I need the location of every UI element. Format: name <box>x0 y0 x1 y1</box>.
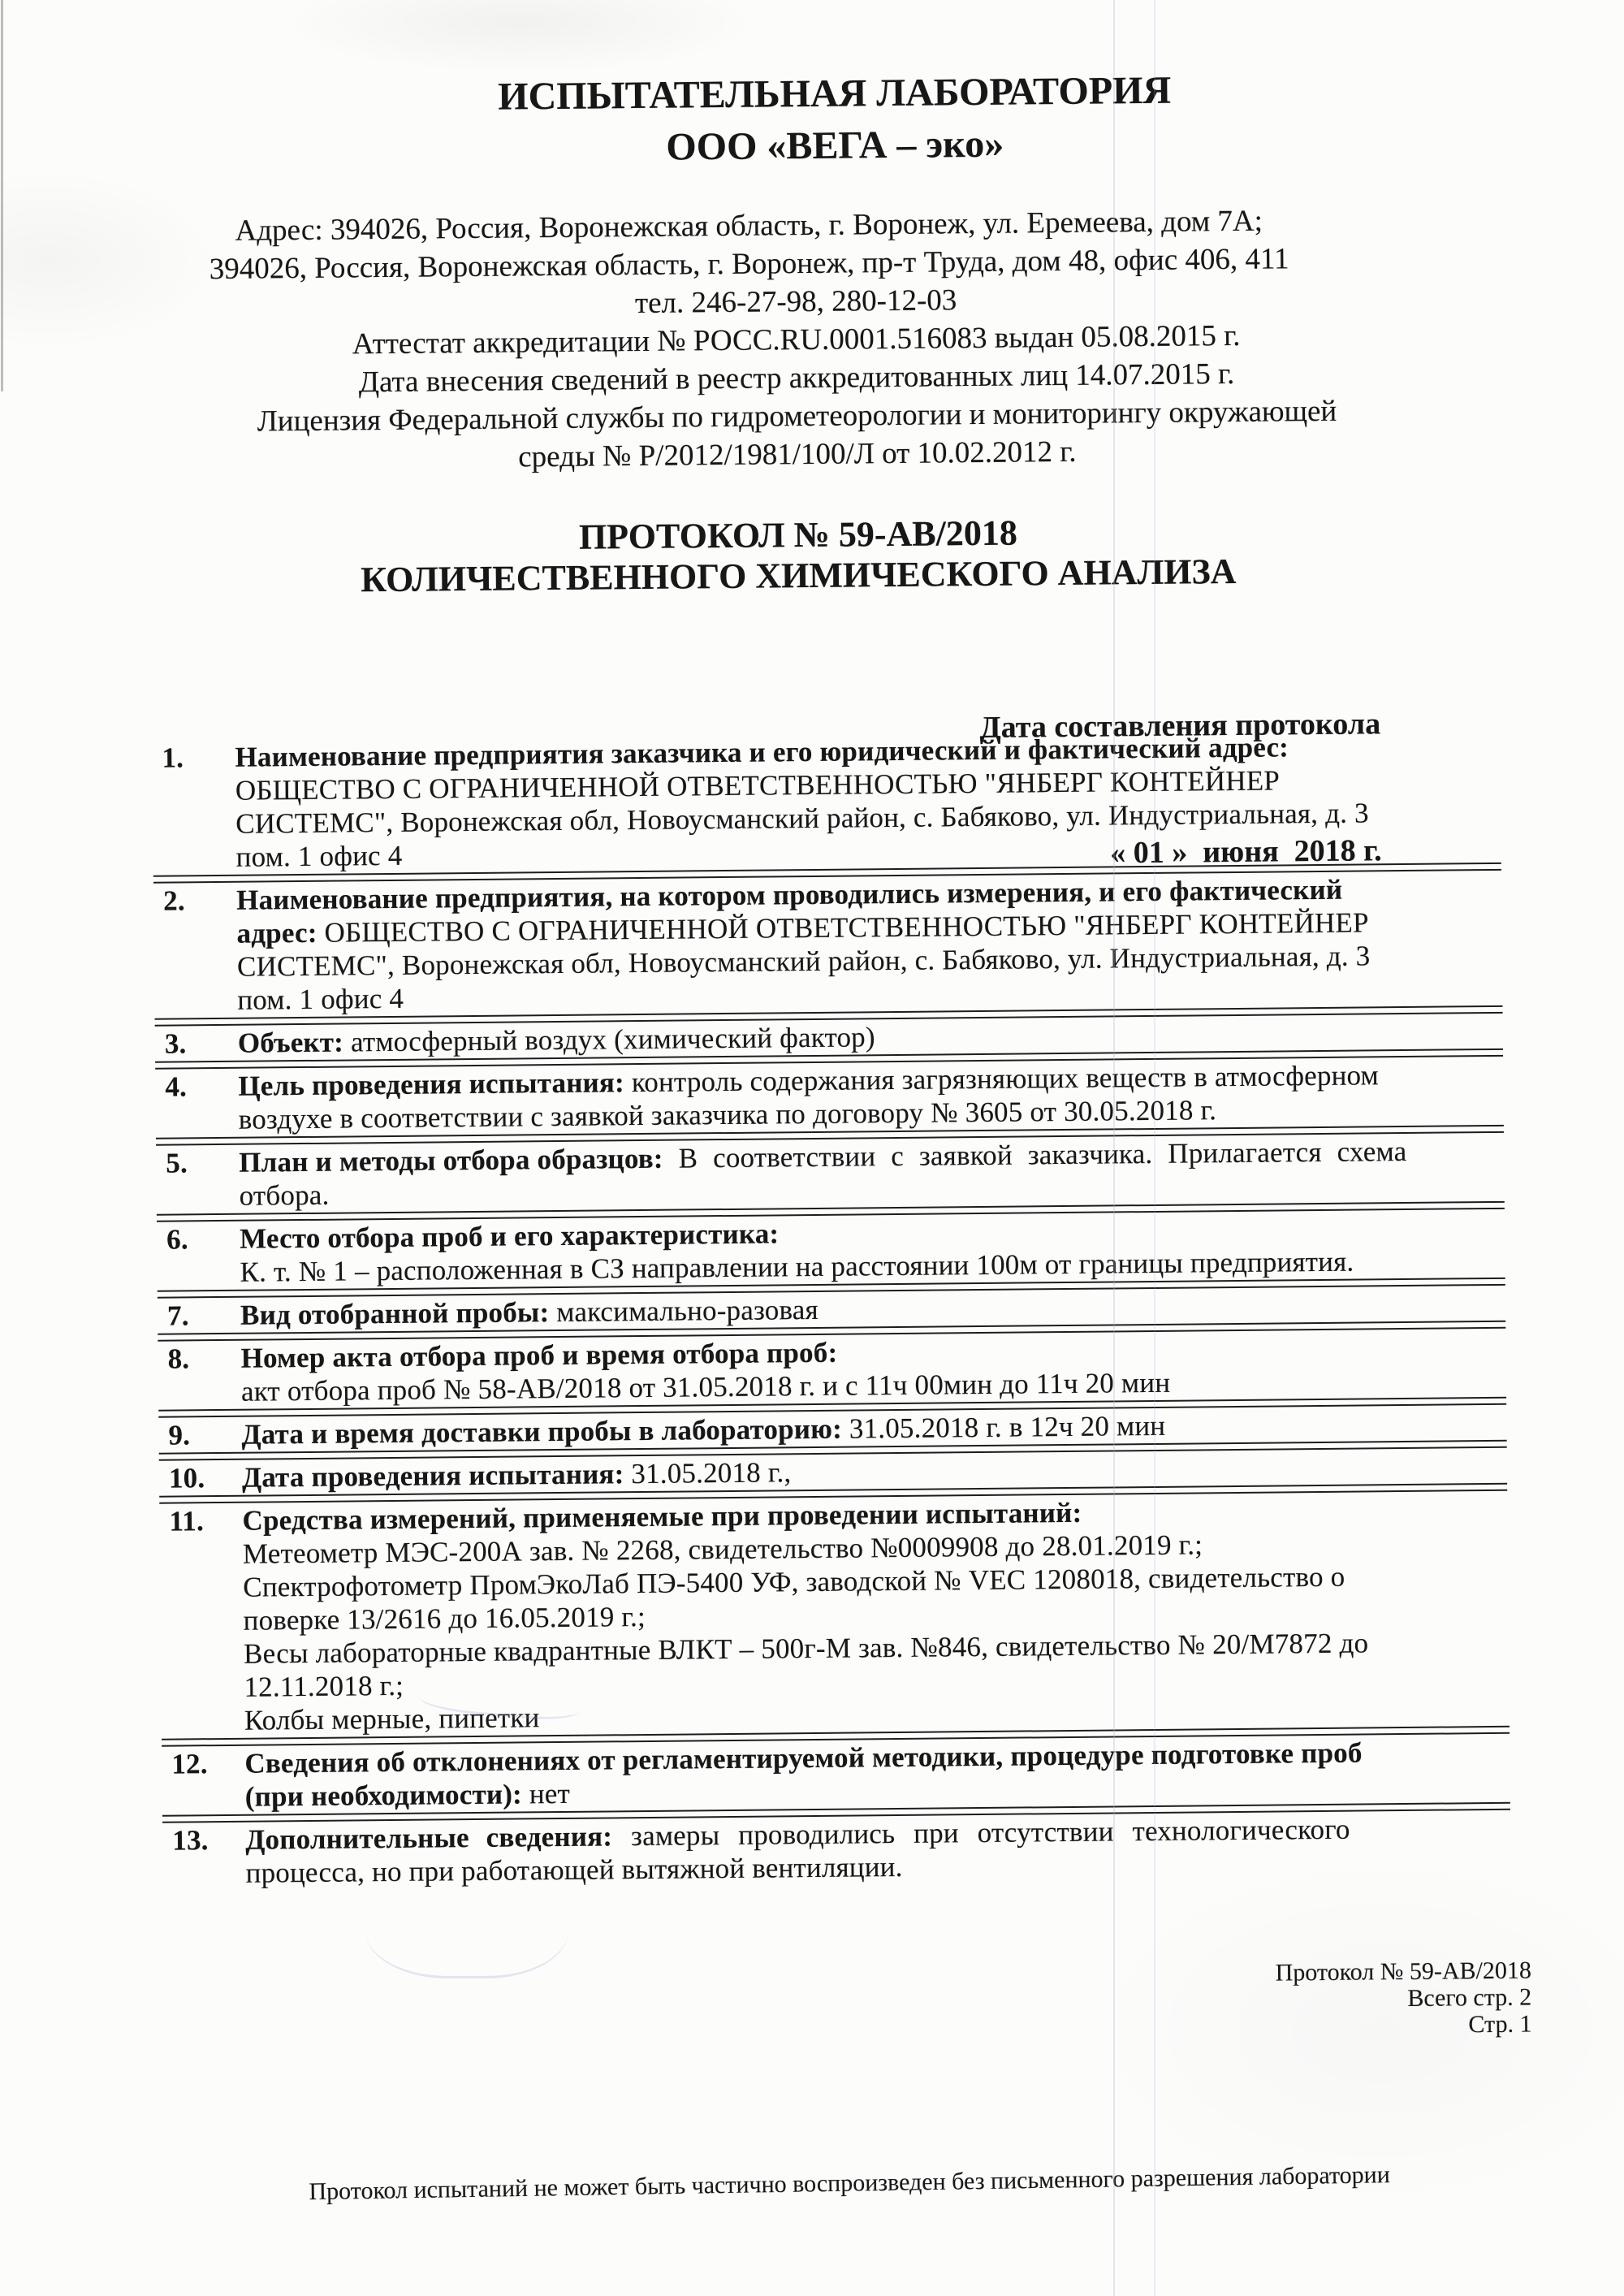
item-value: контроль содержания загрязняющих веществ в атмосферном <box>624 1059 1380 1099</box>
item-value: 31.05.2018 г. в 12ч 20 мин <box>841 1409 1166 1445</box>
registry-date-line: Дата внесения сведений в реестр аккредитованных лиц 14.07.2015 г. <box>358 357 1235 400</box>
item-text-block <box>239 1134 1505 1213</box>
address-line: 394026, Россия, Воронежская область, г. Воронеж, пр-т Труда, дом 48, офис 406, 411 <box>209 242 1289 287</box>
item-value: процесса, но при работающей вытяжной вентиляции. <box>245 1850 903 1889</box>
item-value: ОБЩЕСТВО С ОГРАНИЧЕННОЙ ОТВЕТСТВЕННОСТЬЮ "ЯНБЕРГ КОНТЕЙНЕР <box>317 906 1369 949</box>
protocol-date-label: Дата составления протокола <box>979 707 1381 745</box>
item-label: Номер акта отбора проб и время отбора проб: <box>240 1336 838 1374</box>
item-label: Цель проведения испытания: <box>238 1066 625 1102</box>
item-label: Дата и время доставки пробы в лабораторию: <box>241 1412 843 1451</box>
item-text-block <box>245 1811 1511 1890</box>
item-number: 1. <box>162 742 184 774</box>
item-value: отбора. <box>239 1178 330 1212</box>
item-number: 7. <box>166 1299 189 1332</box>
item-value: нет <box>521 1777 571 1810</box>
item-label: (при необходимости): <box>244 1778 523 1813</box>
protocol-item <box>162 1811 1511 1891</box>
protocol-date-value: « 01 » июня 2018 г. <box>1110 833 1382 871</box>
item-value: максимально-разовая <box>549 1293 819 1329</box>
item-value: пом. 1 офис 4 <box>237 982 404 1016</box>
license-line-2: среды № Р/2012/1981/100/Л от 10.02.2012 г. <box>518 435 1077 474</box>
item-label: Место отбора проб и его характеристика: <box>239 1217 780 1255</box>
protocol-item <box>162 1735 1510 1814</box>
item-label: Наименование предприятия заказчика и его юридический и фактический адрес: <box>235 731 1289 773</box>
item-number: 4. <box>165 1070 188 1103</box>
item-text-block <box>240 1330 1506 1408</box>
lab-name-line1: ИСПЫТАТЕЛЬНАЯ ЛАБОРАТОРИЯ <box>497 68 1172 119</box>
license-line: Лицензия Федеральной службы по гидрометеорологии и мониторингу окружающей <box>257 394 1337 439</box>
item-label: Средства измерений, применяемые при проведении испытаний: <box>242 1496 1082 1537</box>
item-value: 12.11.2018 г.; <box>244 1669 404 1703</box>
phone-line: тел. 246-27-98, 280-12-03 <box>634 283 957 321</box>
item-value: поверке 13/2616 до 16.05.2019 г.; <box>243 1600 646 1637</box>
item-text-block <box>238 1057 1504 1136</box>
item-number: 8. <box>167 1343 190 1375</box>
protocol-item <box>157 1210 1505 1290</box>
protocol-item <box>152 729 1501 875</box>
fold-line-artifact <box>1154 0 1155 2296</box>
protocol-title-line1: ПРОТОКОЛ № 59-АВ/2018 <box>578 512 1018 557</box>
protocol-item <box>153 871 1502 1018</box>
item-value: Колбы мерные, пипетки <box>244 1701 540 1736</box>
item-value: 31.05.2018 г., <box>624 1456 792 1490</box>
item-text-block <box>236 871 1503 1017</box>
protocol-title <box>67 508 1530 603</box>
protocol-items-list <box>152 729 1511 1891</box>
protocol-item <box>159 1492 1510 1738</box>
footer-protocol-ref: Протокол № 59-АВ/2018 <box>1275 1957 1532 1987</box>
item-value: замеры проводились при отсутствии технологического <box>611 1813 1350 1853</box>
item-label: План и методы отбора образцов: <box>239 1142 663 1178</box>
item-value: Весы лабораторные квадрантные ВЛКТ – 500г-М зав. №846, свидетельство № 20/М7872 до <box>243 1627 1369 1670</box>
item-value: СИСТЕМС", Воронежская обл, Новоусманский район, с. Бабяково, ул. Индустриальная, д. 3 <box>236 940 1371 983</box>
lab-name <box>103 61 1566 179</box>
disclaimer-line: Протокол испытаний не может быть частично воспроизведен без письменного разрешения лаборатории <box>309 2161 1391 2206</box>
item-value: акт отбора проб № 58-АВ/2018 от 31.05.2018 г. и с 11ч 00мин до 11ч 20 мин <box>240 1366 1171 1407</box>
footer-page-number: Стр. 1 <box>1468 2010 1532 2039</box>
lab-name-line2: ООО «ВЕГА – эко» <box>666 122 1004 169</box>
item-text-block <box>244 1735 1510 1814</box>
item-label: Объект: <box>237 1026 344 1059</box>
item-label: Дата проведения испытания: <box>241 1458 624 1494</box>
address-line: Адрес: 394026, Россия, Воронежская область, г. Воронеж, ул. Еремеева, дом 7А; <box>235 204 1263 248</box>
page-footer <box>1276 1957 1532 2040</box>
protocol-item <box>155 1057 1504 1137</box>
item-number: 9. <box>168 1419 191 1451</box>
item-value: Спектрофотометр ПромЭкоЛаб ПЭ-5400 УФ, заводской № VEC 1208018, свидетельство о <box>243 1560 1345 1603</box>
item-label: Дополнительные сведения: <box>245 1820 613 1856</box>
pen-mark-artifact <box>365 1883 568 1978</box>
item-number: 6. <box>166 1223 189 1256</box>
lab-address-block <box>64 200 1528 481</box>
item-label: адрес: <box>236 916 317 949</box>
item-value: атмосферный воздух (химический фактор) <box>343 1021 875 1058</box>
item-value: воздухе в соответствии с заявкой заказчика по договору № 3605 от 30.05.2018 г. <box>238 1094 1217 1135</box>
scan-edge-artifact <box>1 0 3 391</box>
item-number: 10. <box>168 1462 205 1494</box>
protocol-title-line2: КОЛИЧЕСТВЕННОГО ХИМИЧЕСКОГО АНАЛИЗА <box>361 551 1237 600</box>
item-text-block <box>235 729 1501 874</box>
item-value: ОБЩЕСТВО С ОГРАНИЧЕННОЙ ОТВЕТСТВЕННОСТЬЮ "ЯНБЕРГ КОНТЕЙНЕР <box>235 764 1281 806</box>
item-value: Метеометр МЭС-200А зав. № 2268, свидетельство №0009908 до 28.01.2019 г.; <box>242 1529 1203 1570</box>
item-label: Вид отобранной пробы: <box>240 1296 550 1331</box>
item-value: пом. 1 офис 4 <box>235 839 403 873</box>
item-number: 12. <box>171 1748 208 1780</box>
item-number: 3. <box>164 1027 187 1060</box>
item-value: К. т. № 1 – расположенная в СЗ направлении на расстоянии 100м от границы предприятия. <box>240 1245 1354 1288</box>
item-label: Сведения об отклонениях от регламентируемой методики, процедуре подготовке проб <box>244 1736 1363 1779</box>
item-number: 11. <box>169 1505 205 1537</box>
item-value: СИСТЕМС", Воронежская обл, Новоусманский район, с. Бабяково, ул. Индустриальная, д. 3 <box>235 797 1369 840</box>
footer-total-pages: Всего стр. 2 <box>1407 1983 1532 2013</box>
accreditation-line: Аттестат аккредитации № РОСС.RU.0001.516083 выдан 05.08.2015 г. <box>352 318 1241 361</box>
protocol-item <box>158 1330 1506 1409</box>
protocol-item <box>156 1134 1505 1213</box>
item-number: 2. <box>162 884 186 917</box>
item-text-block <box>240 1210 1505 1289</box>
fold-line-artifact <box>1113 0 1115 2296</box>
item-number: 13. <box>172 1824 209 1857</box>
item-number: 5. <box>166 1147 188 1179</box>
item-label: Наименование предприятия, на котором проводились измерения, и его фактический <box>235 873 1343 916</box>
item-value: В соответствии с заявкой заказчика. Прилагается схема <box>663 1135 1407 1174</box>
